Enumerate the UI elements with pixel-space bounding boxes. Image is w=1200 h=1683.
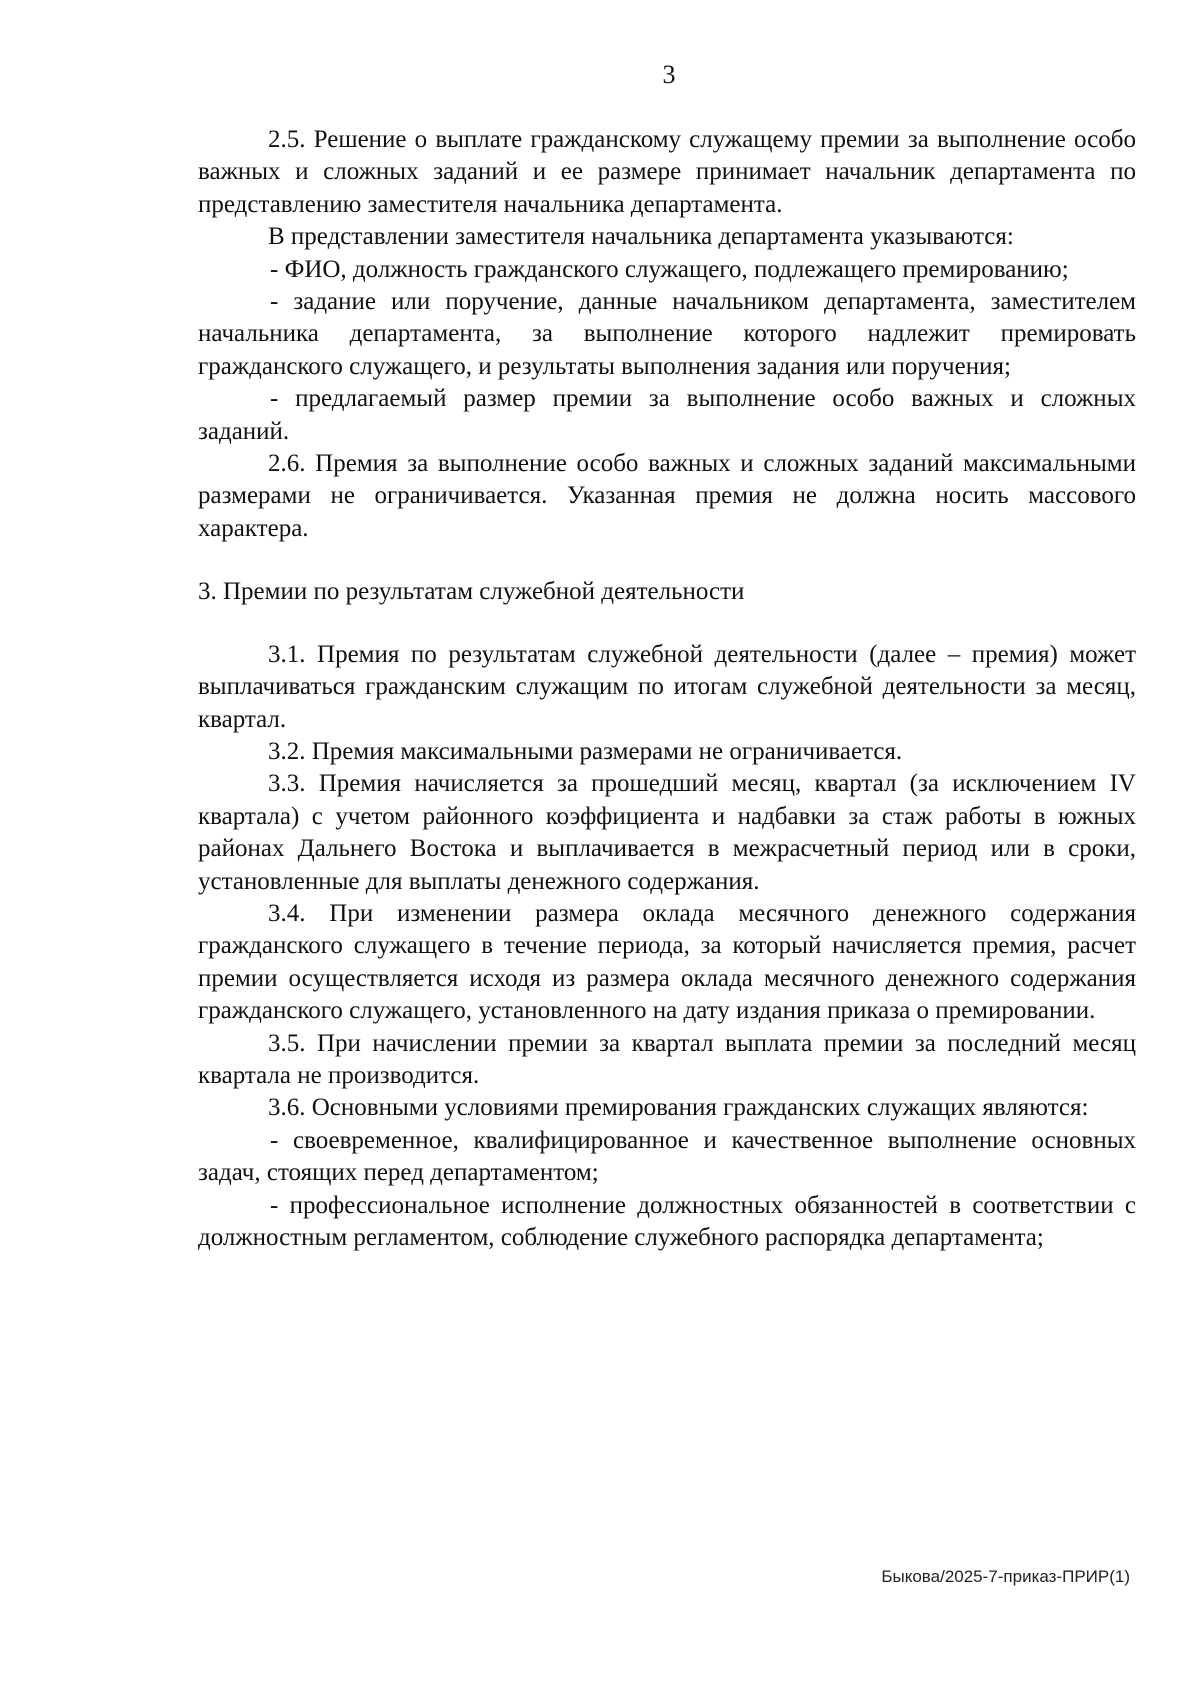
list-item-timely-execution: - своевременное, квалифицированное и качественное выполнение основных задач, стоящих перед департаментом; [198, 1126, 1136, 1187]
document-body [198, 124, 1136, 1254]
list-item-task: - задание или поручение, данные начальником департамента, заместителем начальника департамента, за выполнение которого надлежит премировать гражданского служащего, и результаты выполнения задания или поручения; [198, 288, 1136, 380]
list-item-professional-duties: - профессиональное исполнение должностных обязанностей в соответствии с должностным регламентом, соблюдение служебного распорядка департамента; [198, 1191, 1136, 1251]
list-item-bonus-size: - предлагаемый размер премии за выполнение особо важных и сложных заданий. [198, 385, 1136, 445]
list-item-fio: - ФИО, должность гражданского служащего, подлежащего премированию; [270, 255, 1069, 283]
paragraph-3-5: 3.5. При начислении премии за квартал выплата премии за последний месяц квартала не производится. [198, 1029, 1136, 1089]
page-number: 3 [662, 60, 676, 89]
paragraph-3-4: 3.4. При изменении размера оклада месячного денежного содержания гражданского служащего в течение периода, за который начисляется премия, расчет премии осуществляется исходя из размера оклада месячного денежного содержания гражданского служащего, установленного на дату издания приказа о премировании. [198, 899, 1136, 1025]
paragraph-3-2: 3.2. Премия максимальными размерами не ограничивается. [268, 737, 903, 765]
paragraph-3-1: 3.1. Премия по результатам служебной деятельности (далее – премия) может выплачиваться гражданским служащим по итогам служебной деятельности за месяц, квартал. [198, 640, 1136, 733]
paragraph-2-5-intro: В представлении заместителя начальника департамента указываются: [268, 223, 1014, 251]
paragraph-2-5: 2.5. Решение о выплате гражданскому служащему премии за выполнение особо важных и сложных заданий и ее размере принимает начальник департамента по представлению заместителя начальника департамента. [198, 126, 1136, 218]
paragraph-3-6: 3.6. Основными условиями премирования гражданских служащих являются: [268, 1094, 1089, 1122]
paragraph-2-6: 2.6. Премия за выполнение особо важных и сложных заданий максимальными размерами не ограничивается. Указанная премия не должна носить массового характера. [198, 450, 1136, 542]
paragraph-3-3: 3.3. Премия начисляется за прошедший месяц, квартал (за исключением IV квартала) с учетом районного коэффициента и надбавки за стаж работы в южных районах Дальнего Востока и выплачивается в межрасчетный период или в сроки, установленные для выплаты денежного содержания. [198, 770, 1136, 895]
document-id-footer: Быкова/2025-7-приказ-ПРИР(1) [881, 1567, 1130, 1586]
section-heading-3: 3. Премии по результатам служебной деятельности [198, 578, 745, 606]
